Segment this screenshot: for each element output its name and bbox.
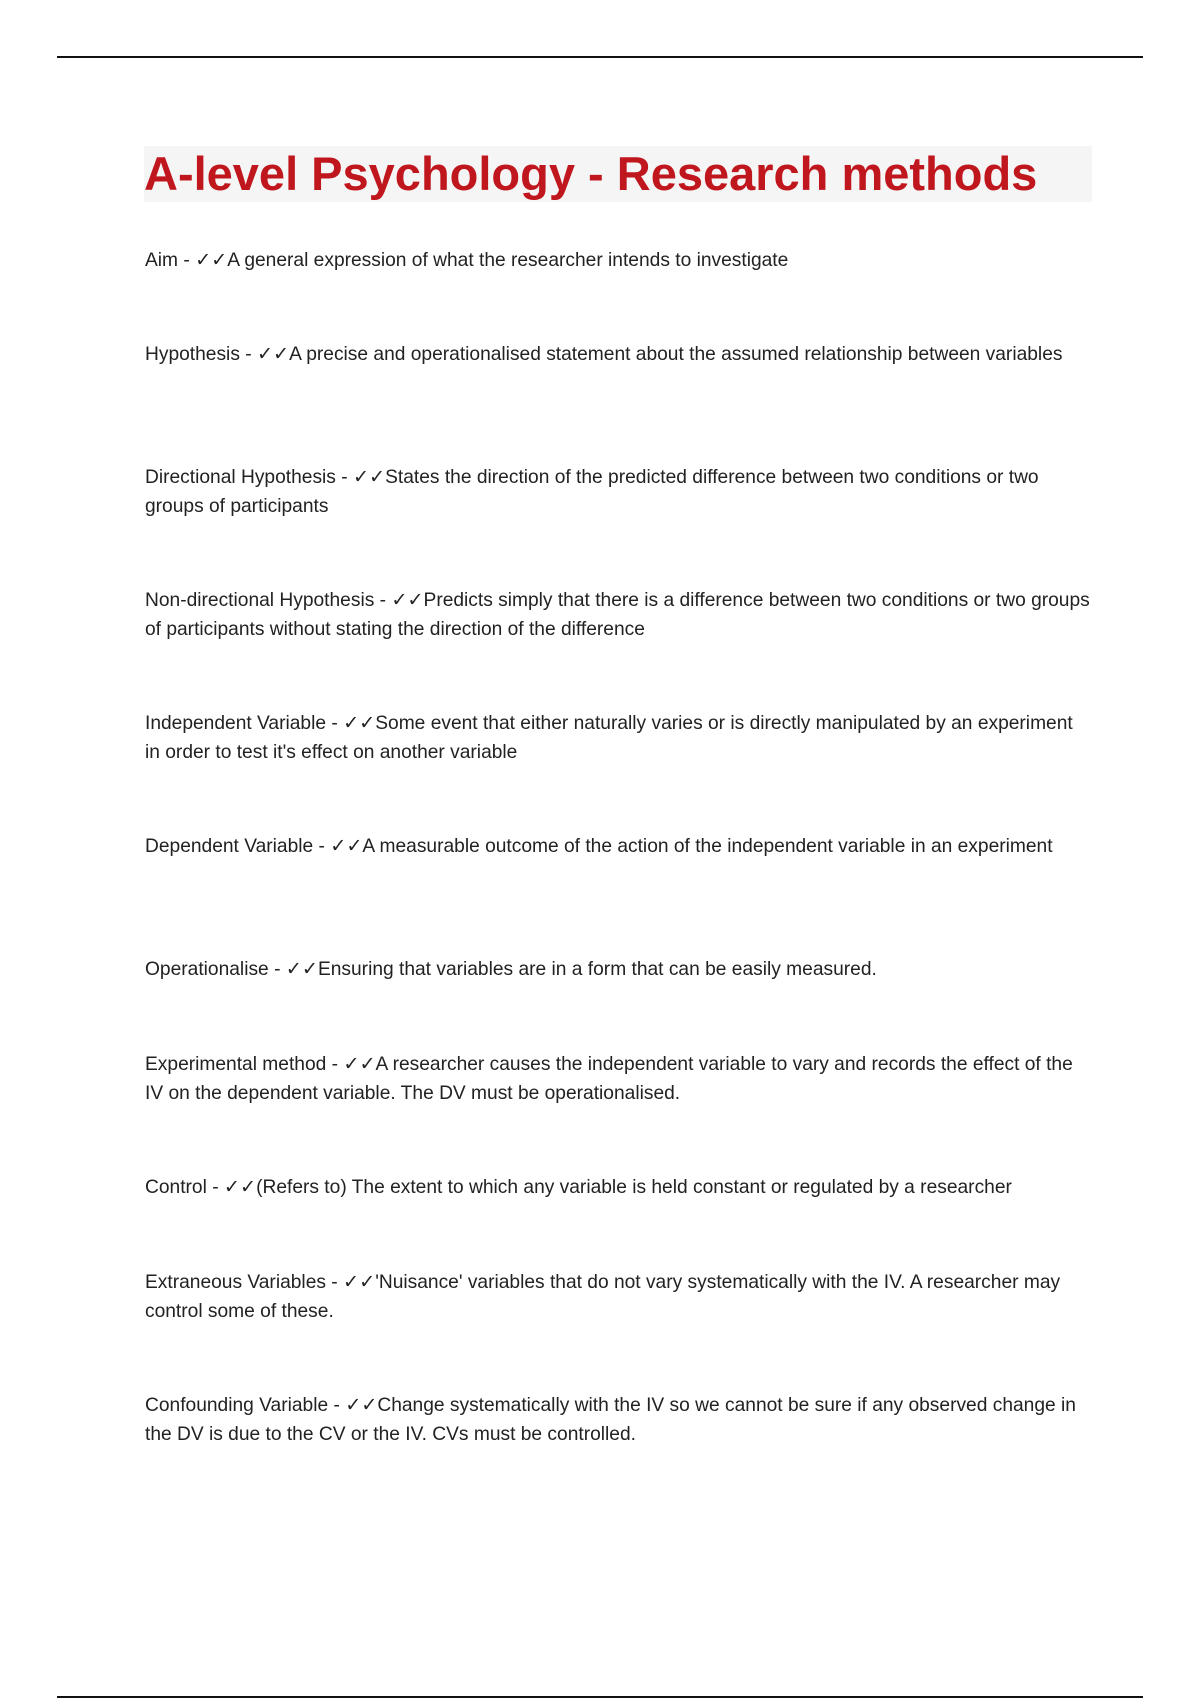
entry-separator: - [178, 250, 196, 271]
entry-term: Dependent Variable [145, 836, 314, 857]
entry-dependent-variable [145, 832, 1090, 861]
entry-separator: - [206, 1177, 224, 1198]
entry-separator: - [239, 344, 257, 365]
page-title: A-level Psychology - Research methods [144, 147, 1038, 200]
check-mark-icon: ✓✓ [343, 713, 376, 734]
entry-term: Hypothesis [145, 344, 240, 365]
entry-term: Confounding Variable [145, 1395, 329, 1416]
entry-definition: Ensuring that variables are in a form that can be easily measured. [317, 959, 877, 980]
entry-definition: A general expression of what the researcher intends to investigate [227, 250, 789, 271]
entry-aim [145, 246, 1090, 275]
entry-definition: A precise and operationalised statement about the assumed relationship between variables [289, 344, 1063, 365]
entry-directional-hypothesis [145, 463, 1090, 521]
entry-experimental-method [145, 1050, 1090, 1108]
entry-term: Directional Hypothesis [145, 467, 336, 488]
entry-separator: - [335, 467, 353, 488]
entry-control [145, 1173, 1090, 1202]
entry-term: Independent Variable [145, 713, 327, 734]
check-mark-icon: ✓✓ [256, 344, 290, 365]
entry-term: Experimental method [145, 1054, 327, 1075]
check-mark-icon: ✓✓ [345, 1395, 378, 1416]
entry-separator: - [328, 1395, 346, 1416]
check-mark-icon: ✓✓ [285, 959, 318, 980]
entry-independent-variable [145, 709, 1090, 767]
entry-definition: 'Nuisance' variables that do not vary systematically with the IV. A researcher may control some of these. [145, 1272, 1061, 1322]
entry-term: Operationalise [145, 959, 269, 980]
entry-definition: Some event that either naturally varies or is directly manipulated by an experiment in order to test it's effect on another variable [145, 713, 1073, 763]
check-mark-icon: ✓✓ [343, 1272, 376, 1293]
check-mark-icon: ✓✓ [195, 250, 228, 271]
entry-operationalise [145, 955, 1090, 984]
entry-definition: Change systematically with the IV so we cannot be sure if any observed change in the DV is due to the CV or the IV. CVs must be controlled. [145, 1395, 1076, 1445]
top-rule [57, 56, 1143, 58]
entry-definition: Predicts simply that there is a difference between two conditions or two groups of participants without stating the direction of the difference [145, 590, 1090, 640]
entry-separator: - [326, 713, 344, 734]
entry-term: Extraneous Variables [145, 1272, 326, 1293]
check-mark-icon: ✓✓ [352, 467, 386, 488]
check-mark-icon: ✓✓ [343, 1054, 376, 1075]
entry-term: Control [145, 1177, 207, 1198]
entry-definition: A researcher causes the independent variable to vary and records the effect of the IV on the dependent variable. The DV must be operationalised. [145, 1054, 1073, 1104]
entry-separator: - [326, 1054, 344, 1075]
entry-hypothesis [145, 340, 1090, 369]
entry-confounding-variable [145, 1391, 1090, 1449]
check-mark-icon: ✓✓ [330, 836, 363, 857]
entry-separator: - [325, 1272, 344, 1293]
bottom-rule [57, 1696, 1143, 1698]
check-mark-icon: ✓✓ [391, 590, 424, 611]
entry-definition: (Refers to) The extent to which any variable is held constant or regulated by a researcher [256, 1177, 1012, 1198]
entry-term: Aim [145, 250, 179, 271]
entry-separator: - [374, 590, 392, 611]
entry-separator: - [268, 959, 286, 980]
entry-definition: States the direction of the predicted difference between two conditions or two groups of participants [145, 467, 1039, 517]
entry-term: Non-directional Hypothesis [145, 590, 375, 611]
entry-definition: A measurable outcome of the action of the independent variable in an experiment [362, 836, 1053, 857]
title-banner [144, 146, 1092, 202]
entry-separator: - [313, 836, 331, 857]
check-mark-icon: ✓✓ [223, 1177, 257, 1198]
entry-non-directional-hypothesis [145, 586, 1090, 644]
entry-extraneous-variables [145, 1268, 1090, 1326]
